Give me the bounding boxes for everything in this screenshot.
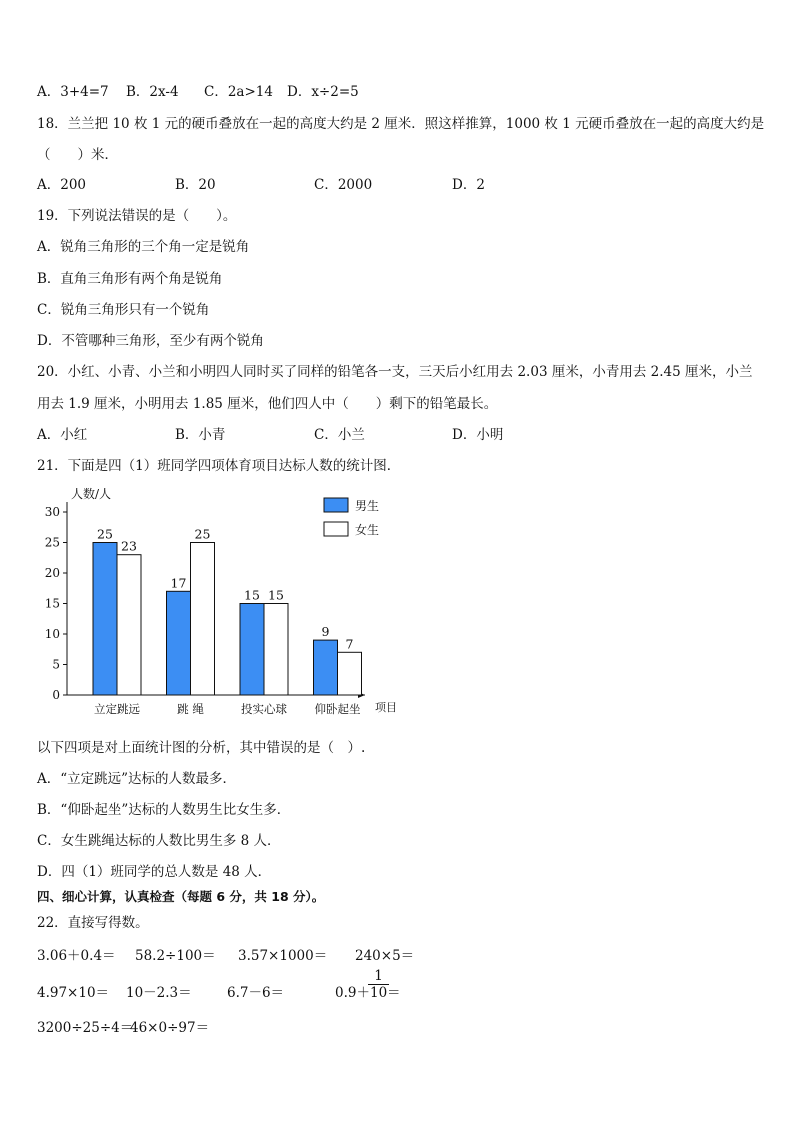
legend-label: 女生 bbox=[355, 523, 380, 537]
calc-item: 240×5＝ bbox=[355, 948, 415, 964]
q19-option-c: C．锐角三角形只有一个锐角 bbox=[37, 302, 210, 318]
bar-value-label: 7 bbox=[345, 636, 354, 652]
q19-option-b: B．直角三角形有两个角是锐角 bbox=[37, 271, 223, 287]
q20-text-line2: 用去 1.9 厘米，小明用去 1.85 厘米，他们四人中（ ）剩下的铅笔最长。 bbox=[37, 396, 498, 412]
y-tick-label: 25 bbox=[44, 535, 60, 550]
x-tick-label: 跳 绳 bbox=[177, 702, 204, 716]
q17-option-a: A．3+4=7 bbox=[37, 84, 109, 100]
bar bbox=[314, 640, 338, 695]
q18-option-b: B．20 bbox=[175, 177, 216, 193]
q19-option-a: A．锐角三角形的三个角一定是锐角 bbox=[37, 239, 250, 255]
legend-swatch bbox=[324, 522, 348, 536]
q21-option-d: D．四（1）班同学的总人数是 48 人． bbox=[37, 864, 272, 880]
fraction-one-tenth bbox=[368, 968, 389, 1001]
q21-option-c: C．女生跳绳达标的人数比男生多 8 人． bbox=[37, 833, 281, 849]
q18-text-line2: （ ）米． bbox=[37, 147, 118, 163]
y-tick-label: 5 bbox=[52, 657, 60, 672]
q17-option-b: B．2x-4 bbox=[126, 84, 179, 100]
bar bbox=[191, 543, 215, 696]
calc-item: 4.97×10＝ bbox=[37, 985, 110, 1001]
bar-value-label: 15 bbox=[244, 587, 260, 603]
calc-item: 3.06＋0.4＝ bbox=[37, 948, 116, 964]
q21-question: 以下四项是对上面统计图的分析，其中错误的是（ ）. bbox=[37, 740, 366, 756]
legend-swatch bbox=[324, 498, 348, 512]
x-axis-label: 项目 bbox=[375, 701, 397, 714]
y-axis-label: 人数/人 bbox=[71, 487, 112, 501]
q22-stem: 22．直接写得数。 bbox=[37, 915, 149, 931]
y-tick-label: 20 bbox=[44, 566, 60, 580]
section-4-heading: 四、细心计算，认真检查（每题 6 分，共 18 分）。 bbox=[37, 889, 325, 904]
bar bbox=[93, 543, 117, 696]
bar-value-label: 25 bbox=[97, 526, 113, 542]
calc-item: 3200÷25÷4＝ bbox=[37, 1020, 134, 1036]
calc-item: 0.9＋ bbox=[335, 985, 370, 1001]
calc-item: 58.2÷100＝ bbox=[135, 948, 216, 964]
q20-option-a: A．小红 bbox=[37, 427, 88, 443]
q18-option-a: A．200 bbox=[37, 177, 87, 193]
q17-option-c: C．2a>14 bbox=[204, 84, 273, 100]
x-tick-label: 立定跳远 bbox=[94, 702, 140, 716]
q20-option-c: C．小兰 bbox=[314, 427, 365, 443]
q20-option-b: B．小青 bbox=[175, 427, 226, 443]
bar-value-label: 25 bbox=[194, 526, 211, 542]
y-tick-label: 15 bbox=[44, 596, 60, 611]
bar bbox=[167, 591, 191, 695]
y-tick-label: 0 bbox=[52, 688, 60, 702]
legend-label: 男生 bbox=[355, 499, 380, 513]
fraction-numerator: 1 bbox=[368, 968, 389, 985]
q19-option-d: D．不管哪种三角形，至少有两个锐角 bbox=[37, 333, 264, 349]
calc-item: ＝ bbox=[387, 985, 401, 1001]
x-tick-label: 投实心球 bbox=[241, 702, 287, 716]
q21-option-b: B．“仰卧起坐”达标的人数男生比女生多． bbox=[37, 802, 291, 818]
calc-item: 10－2.3＝ bbox=[126, 985, 192, 1001]
q18-option-d: D．2 bbox=[452, 177, 485, 193]
q20-text-line1: 20．小红、小青、小兰和小明四人同时买了同样的铅笔各一支，三天后小红用去 2.03 厘米，小青用去 2.45 厘米，小兰 bbox=[37, 364, 753, 380]
q17-option-d: D．x÷2=5 bbox=[287, 84, 359, 100]
q19-stem: 19．下列说法错误的是（ ）。 bbox=[37, 208, 237, 224]
fraction-denominator: 10 bbox=[370, 985, 388, 1001]
chart-legend bbox=[324, 498, 379, 537]
y-tick-label: 10 bbox=[44, 627, 60, 641]
calc-item: 46×0÷97＝ bbox=[130, 1020, 210, 1036]
bar-chart bbox=[37, 478, 417, 723]
q18-text-line1: 18．兰兰把 10 枚 1 元的硬币叠放在一起的高度大约是 2 厘米．照这样推算，1000 枚 1 元硬币叠放在一起的高度大约是 bbox=[37, 116, 765, 132]
chart-bars bbox=[93, 543, 362, 696]
bar-value-label: 9 bbox=[321, 624, 330, 640]
x-tick-label: 仰卧起坐 bbox=[314, 702, 361, 716]
y-tick-label: 30 bbox=[44, 505, 60, 519]
bar bbox=[240, 604, 264, 696]
bar bbox=[117, 555, 141, 695]
q18-option-c: C．2000 bbox=[314, 177, 373, 193]
q21-stem: 21．下面是四（1）班同学四项体育项目达标人数的统计图． bbox=[37, 458, 401, 474]
bar-value-label: 23 bbox=[121, 538, 137, 554]
q21-option-a: A．“立定跳远”达标的人数最多． bbox=[37, 771, 237, 787]
calc-item: 6.7－6＝ bbox=[227, 985, 285, 1001]
q20-option-d: D．小明 bbox=[452, 427, 504, 443]
bar bbox=[338, 652, 362, 695]
bar-value-label: 17 bbox=[170, 575, 187, 591]
bar bbox=[264, 604, 288, 696]
calc-item: 3.57×1000＝ bbox=[238, 948, 328, 964]
bar-value-label: 15 bbox=[268, 587, 284, 603]
